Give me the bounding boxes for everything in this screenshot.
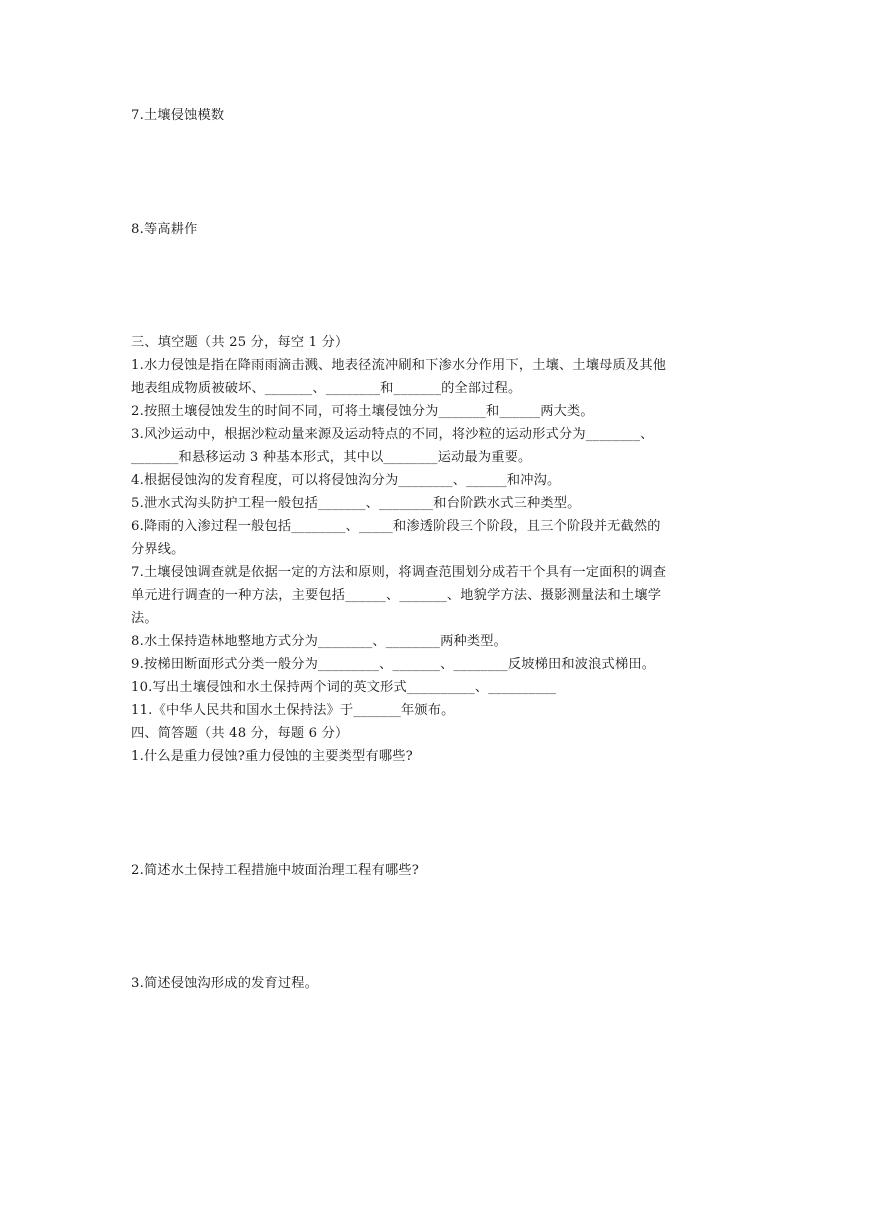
fill-blank-line: 地表组成物质被破坏、_______、________和_______的全部过程。 <box>131 381 522 396</box>
short-answer-question-2: 2.简述水土保持工程措施中坡面治理工程有哪些? <box>131 863 420 878</box>
fill-blank-line: 9.按梯田断面形式分类一般分为_________、_______、________反坡梯田和波浪式梯田。 <box>131 657 656 672</box>
definition-question-8: 8.等高耕作 <box>131 222 198 237</box>
fill-blank-line: 4.根据侵蚀沟的发育程度，可以将侵蚀沟分为________、______和冲沟。 <box>131 473 561 488</box>
fill-blank-line: 6.降雨的入渗过程一般包括________、_____和渗透阶段三个阶段，且三个阶段并无截然的 <box>131 519 661 534</box>
fill-blank-line: 1.水力侵蚀是指在降雨雨滴击溅、地表径流冲刷和下渗水分作用下，土壤、土壤母质及其他 <box>131 358 667 373</box>
fill-blank-line: 5.泄水式沟头防护工程一般包括_______、________和台阶跌水式三种类型。 <box>131 496 581 511</box>
fill-blank-line: 单元进行调查的一种方法，主要包括______、_______、地貌学方法、摄影测量法和土壤学 <box>131 588 662 603</box>
fill-blank-line: 法。 <box>131 611 158 626</box>
fill-blank-line: 3.风沙运动中，根据沙粒动量来源及运动特点的不同，将沙粒的运动形式分为________、 <box>131 427 654 442</box>
fill-blank-line: 2.按照土壤侵蚀发生的时间不同，可将土壤侵蚀分为_______和______两大类。 <box>131 404 594 419</box>
short-answer-question-3: 3.简述侵蚀沟形成的发育过程。 <box>131 976 319 991</box>
fill-blank-line: 7.土壤侵蚀调查就是依据一定的方法和原则，将调查范围划分成若干个具有一定面积的调查 <box>131 565 667 580</box>
fill-blank-line: 10.写出土壤侵蚀和水土保持两个词的英文形式__________、__________ <box>131 680 557 695</box>
short-answer-question-1: 1.什么是重力侵蚀?重力侵蚀的主要类型有哪些? <box>131 749 413 764</box>
fill-blank-line: 11.《中华人民共和国水土保持法》于_______年颁布。 <box>131 703 455 718</box>
fill-blank-line: _______和悬移运动 3 种基本形式，其中以________运动最为重要。 <box>131 450 532 465</box>
fill-blank-line: 8.水土保持造林地整地方式分为________、________两种类型。 <box>131 634 508 649</box>
fill-blank-section-header: 三、填空题（共 25 分，每空 1 分） <box>131 335 349 350</box>
definition-question-7: 7.土壤侵蚀模数 <box>131 108 225 123</box>
short-answer-section-header: 四、简答题（共 48 分，每题 6 分） <box>131 726 349 741</box>
fill-blank-line: 分界线。 <box>131 542 185 557</box>
